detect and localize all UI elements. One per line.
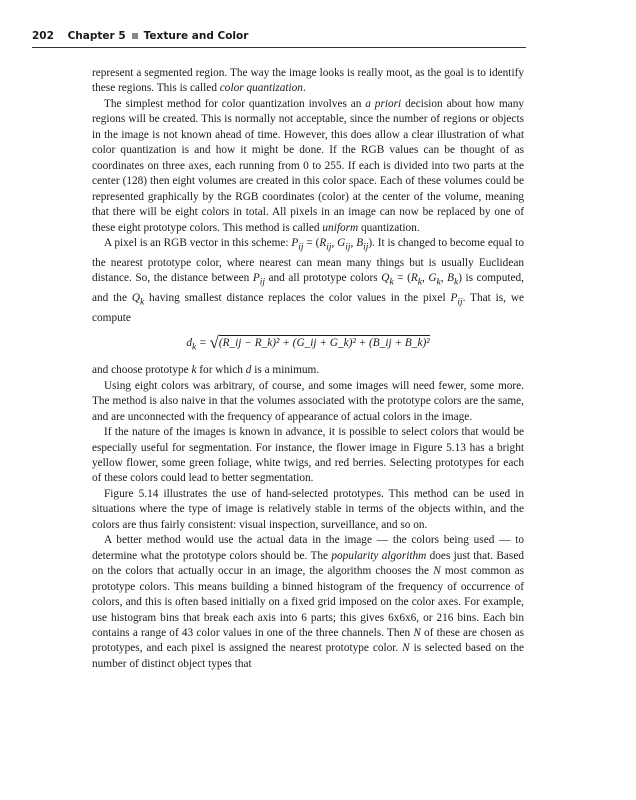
paragraph-8: A better method would use the actual data in the image — the colors being used — to determine what the prototype colors should be. The popularity algorithm does just that. Based on the colors that actually occur in an image, the algorithm chooses the N most common as prototype colors. This means building a binned histogram of the frequency of occurrence of colors, and this is often based initially on a fixed grid imposed on the color axes. For example, use histogram bins that break each axis into 6 parts; this gives 6x6x6, or 216 bins. Each bin contains a range of 43 color values in one of the three channels. Then N of these are chosen as prototypes, and each pixel is assigned the nearest prototype color. N is selected based on the number of distinct object types that	[92, 534, 525, 670]
term-uniform: uniform	[322, 221, 359, 234]
equation-radicand: (R_ij − R_k)² + (G_ij + G_k)² + (B_ij + B_k)²	[218, 337, 430, 349]
paragraph-7: Figure 5.14 illustrates the use of hand-selected prototypes. This method can be used in situations where the type of image is relatively stable in terms of the objects within, and the colors are thus fairly consistent: visual inspection, surveillance, and so on.	[92, 487, 524, 531]
paragraph-5: Using eight colors was arbitrary, of course, and some images will need fewer, some more. The method is also naive in that the volumes associated with the prototype colors are the same, and are unconnected with the frequency of appearance of actual colors in the image.	[92, 379, 524, 423]
separator-square-icon	[132, 33, 138, 39]
term-popularity-algorithm: popularity algorithm	[331, 549, 427, 562]
paragraph-4: and choose prototype k for which d is a minimum.	[92, 364, 320, 377]
paragraph-2: The simplest method for color quantization involves an a priori decision about how many regions will be created. This is normally not acceptable, since the number of regions or objects in the image is not known ahead of time. However, this does allow a clear illustration of what color quantization is and how it might be done. If the RGB values can be thought of as coordinates on three axes, each running from 0 to 255. If each is divided into two parts at the center (128) then eight volumes are created in this color space. Each of these volumes could be represented graphically by the RGB coordinates (color) at the center of the volume, meaning that there will be eight colors in total. All pixels in an image can now be replaced by one of these eight prototype colors. This method is called uniform quantization.	[92, 97, 524, 234]
term-a-priori: a priori	[365, 97, 402, 110]
chapter-title: Texture and Color	[143, 30, 249, 42]
running-header	[32, 30, 526, 48]
paragraph-1: represent a segmented region. The way the image looks is really moot, as the goal is to identify these regions. This is called color quantization.	[92, 67, 524, 95]
distance-equation: $d_k$ = √(R_ij − R_k)² + (G_ij + G_k)² + (B_ij + B_k)²	[186, 333, 430, 353]
term-color-quantization: color quantization	[219, 82, 303, 95]
chapter-label: Chapter 5	[67, 30, 126, 42]
page-body	[92, 66, 524, 672]
square-root-icon: √	[209, 333, 219, 352]
paragraph-3: A pixel is an RGB vector in this scheme: $P_{ij} = (R_{ij}$, $G_{ij}$, $B_{ij}$). It is changed to become equal to the nearest prototype color, where nearest can mean many things but is usually Euclidean distance. So, the distance between $P_{ij}$ and all prototype colors $Q_k = (R_k$, $G_k$, $B_k$) is computed, and the $Q_k$ having smallest distance replaces the color values in the pixel $P_{ij}$. That is, we compute	[92, 236, 524, 324]
paragraph-6: If the nature of the images is known in advance, it is possible to select colors that would be especially useful for segmentation. For instance, the flower image in Figure 5.13 has a bright yellow flower, some green foliage, white twigs, and red berries. Selecting prototypes for each of these colors could lead to better segmentation.	[92, 426, 524, 485]
page-number: 202	[32, 30, 54, 42]
